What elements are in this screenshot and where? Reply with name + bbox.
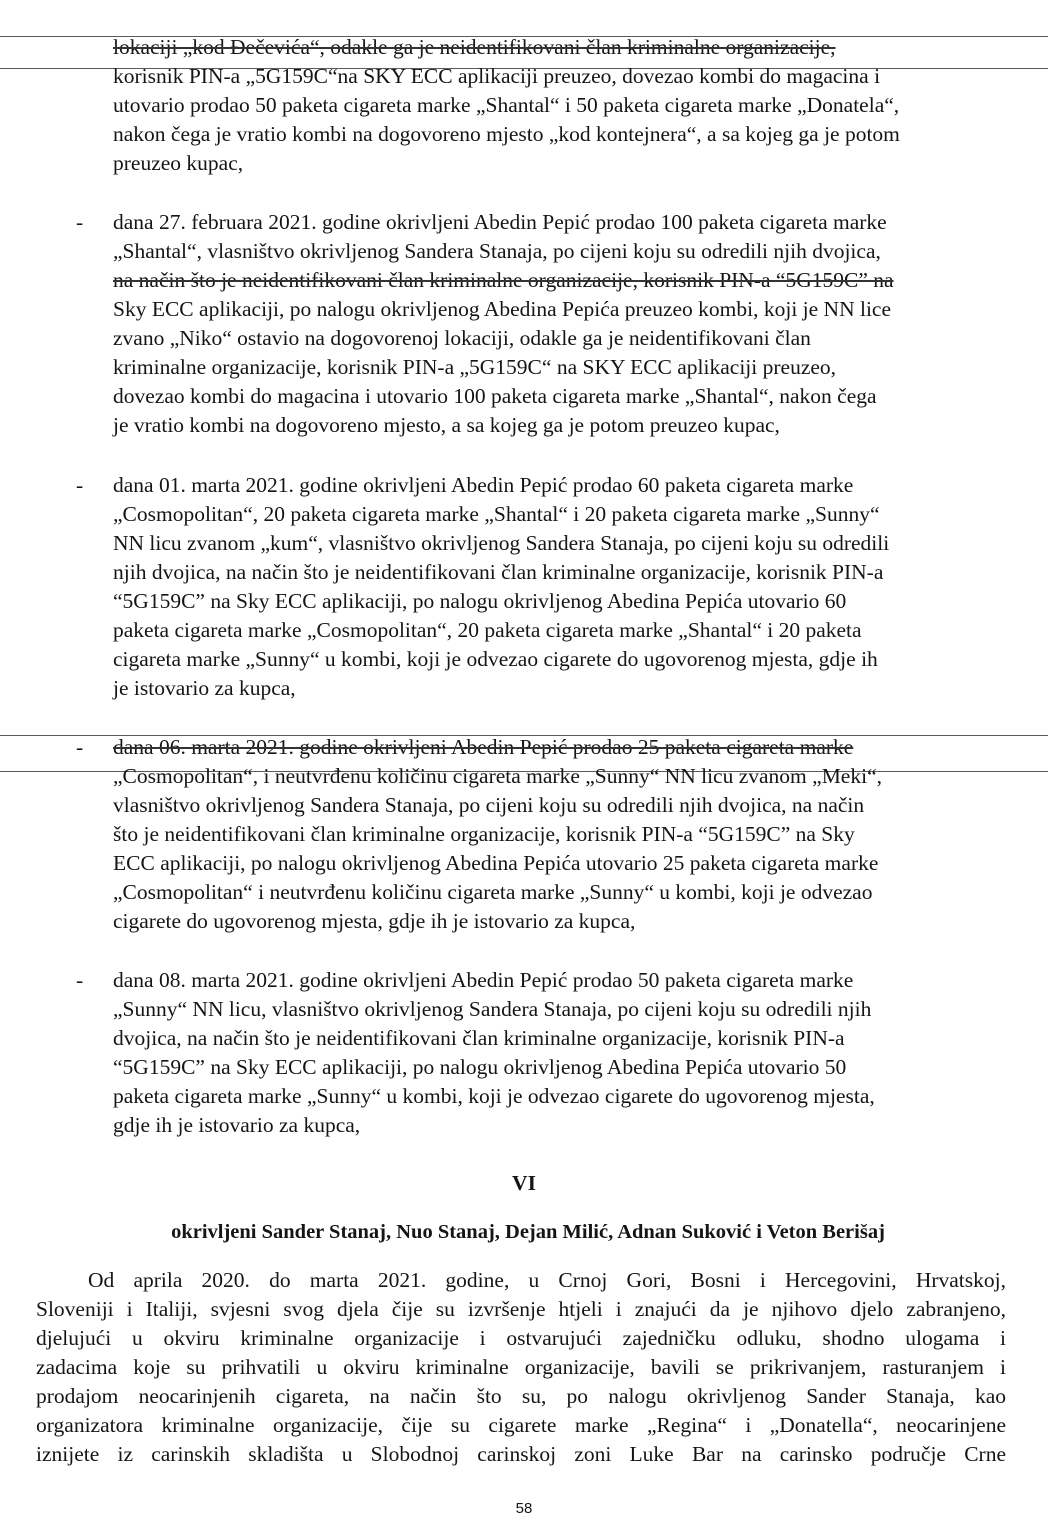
bullet-item xyxy=(113,208,1006,440)
bullet-dash: - xyxy=(76,968,84,992)
text-line: Sloveniji i Italiji, svjesni svog djela čije su izvršenje htjeli i znajući da je njihovo djelo zabranjeno, xyxy=(36,1297,1006,1321)
text-line: je istovario za kupca, xyxy=(113,676,296,700)
text-line: paketa cigareta marke „Cosmopolitan“, 20 paketa cigareta marke „Shantal“ i 20 paketa xyxy=(113,618,862,642)
bullet-item xyxy=(113,733,1006,936)
text-line: paketa cigareta marke „Sunny“ u kombi, koji je odvezao cigarete do ugovorenog mjesta, xyxy=(113,1084,875,1108)
text-line: preuzeo kupac, xyxy=(113,151,244,175)
text-line: “5G159C” na Sky ECC aplikaciji, po nalogu okrivljenog Abedina Pepića utovario 60 xyxy=(113,589,847,613)
text-line: Sky ECC aplikaciji, po nalogu okrivljenog Abedina Pepića preuzeo kombi, koji je NN lice xyxy=(113,297,892,321)
text-line: „Sunny“ NN licu, vlasništvo okrivljenog Sandera Stanaja, po cijeni koju su odredili njih xyxy=(113,997,872,1021)
section-heading: okrivljeni Sander Stanaj, Nuo Stanaj, Dejan Milić, Adnan Suković i Veton Berišaj xyxy=(171,1221,885,1243)
text-line: dana 08. marta 2021. godine okrivljeni Abedin Pepić prodao 50 paketa cigareta marke xyxy=(113,968,854,992)
continuation-paragraph xyxy=(113,33,1006,178)
text-line: cigarete do ugovorenog mjesta, gdje ih je istovario za kupca, xyxy=(113,909,636,933)
bullet-dash: - xyxy=(76,473,84,497)
text-line: organizatora kriminalne organizacije, čije su cigarete marke „Regina“ i „Donatella“, neocarinjene xyxy=(36,1413,1006,1437)
text-line: “5G159C” na Sky ECC aplikaciji, po nalogu okrivljenog Abedina Pepića utovario 50 xyxy=(113,1055,847,1079)
text-line: dana 06. marta 2021. godine okrivljeni Abedin Pepić prodao 25 paketa cigareta marke xyxy=(113,735,854,759)
text-line: na način što je neidentifikovani član kriminalne organizacije, korisnik PIN-a “5G159C” na xyxy=(113,268,894,292)
text-line: prodajom neocarinjenih cigareta, na način što su, po nalogu okrivljenog Sander Stanaja, kao xyxy=(36,1384,1006,1408)
text-line: zvano „Niko“ ostavio na dogovorenoj lokaciji, odakle ga je neidentifikovani član xyxy=(113,326,811,350)
text-line: Od aprila 2020. do marta 2021. godine, u Crnoj Gori, Bosni i Hercegovini, Hrvatskoj, xyxy=(88,1268,1006,1292)
section-number: VI xyxy=(512,1171,536,1195)
text-line: kriminalne organizacije, korisnik PIN-a „5G159C“ na SKY ECC aplikaciji preuzeo, xyxy=(113,355,837,379)
text-line: lokaciji „kod Đečevića“, odakle ga je neidentifikovani član kriminalne organizacije, xyxy=(113,35,836,59)
text-line: cigareta marke „Sunny“ u kombi, koji je odvezao cigarete do ugovorenog mjesta, gdje ih xyxy=(113,647,878,671)
text-line: ECC aplikaciji, po nalogu okrivljenog Abedina Pepića utovario 25 paketa cigareta marke xyxy=(113,851,879,875)
bullet-dash: - xyxy=(76,210,84,234)
text-line: dvojica, na način što je neidentifikovani član kriminalne organizacije, korisnik PIN-a xyxy=(113,1026,845,1050)
text-line: korisnik PIN-a „5G159C“na SKY ECC aplikaciji preuzeo, dovezao kombi do magacina i xyxy=(113,64,881,88)
text-line: dana 01. marta 2021. godine okrivljeni Abedin Pepić prodao 60 paketa cigareta marke xyxy=(113,473,854,497)
text-line: djelujući u okviru kriminalne organizacije i ostvarujući zajedničku odluku, shodno ulogama i xyxy=(36,1326,1006,1350)
text-line: utovario prodao 50 paketa cigareta marke „Shantal“ i 50 paketa cigareta marke „Donatela“, xyxy=(113,93,900,117)
text-line: „Cosmopolitan“, i neutvrđenu količinu cigareta marke „Sunny“ NN licu zvanom „Meki“, xyxy=(113,764,882,788)
page-number: 58 xyxy=(515,1500,533,1517)
text-line: je vratio kombi na dogovoreno mjesto, a sa kojeg ga je potom preuzeo kupac, xyxy=(113,413,780,437)
text-line: NN licu zvanom „kum“, vlasništvo okrivljenog Sandera Stanaja, po cijeni koju su odredili xyxy=(113,531,890,555)
text-line: što je neidentifikovani član kriminalne organizacije, korisnik PIN-a “5G159C” na Sky xyxy=(113,822,855,846)
bullet-item xyxy=(113,966,1006,1140)
bullet-dash: - xyxy=(76,735,84,759)
text-line: vlasništvo okrivljenog Sandera Stanaja, po cijeni koju su odredili njih dvojica, na način xyxy=(113,793,865,817)
text-line: iznijete iz carinskih skladišta u Slobodnoj carinskoj zoni Luke Bar na carinsko područje Crne xyxy=(36,1442,1006,1466)
text-line: nakon čega je vratio kombi na dogovoreno mjesto „kod kontejnera“, a sa kojeg ga je potom xyxy=(113,122,900,146)
text-line: dana 27. februara 2021. godine okrivljeni Abedin Pepić prodao 100 paketa cigareta marke xyxy=(113,210,887,234)
text-line: dovezao kombi do magacina i utovario 100 paketa cigareta marke „Shantal“, nakon čega xyxy=(113,384,877,408)
text-line: „Cosmopolitan“, 20 paketa cigareta marke „Shantal“ i 20 paketa cigareta marke „Sunny“ xyxy=(113,502,880,526)
text-line: „Cosmopolitan“ i neutvrđenu količinu cigareta marke „Sunny“ u kombi, koji je odvezao xyxy=(113,880,873,904)
text-line: gdje ih je istovario za kupca, xyxy=(113,1113,361,1137)
body-paragraph xyxy=(36,1266,1006,1469)
text-line: „Shantal“, vlasništvo okrivljenog Sandera Stanaja, po cijeni koju su odredili njih dvojica, xyxy=(113,239,881,263)
text-line: njih dvojica, na način što je neidentifikovani član kriminalne organizacije, korisnik PIN-a xyxy=(113,560,884,584)
text-line: zadacima koje su prihvatili u okviru kriminalne organizacije, bavili se prikrivanjem, rasturanjem i xyxy=(36,1355,1006,1379)
bullet-item xyxy=(113,471,1006,703)
